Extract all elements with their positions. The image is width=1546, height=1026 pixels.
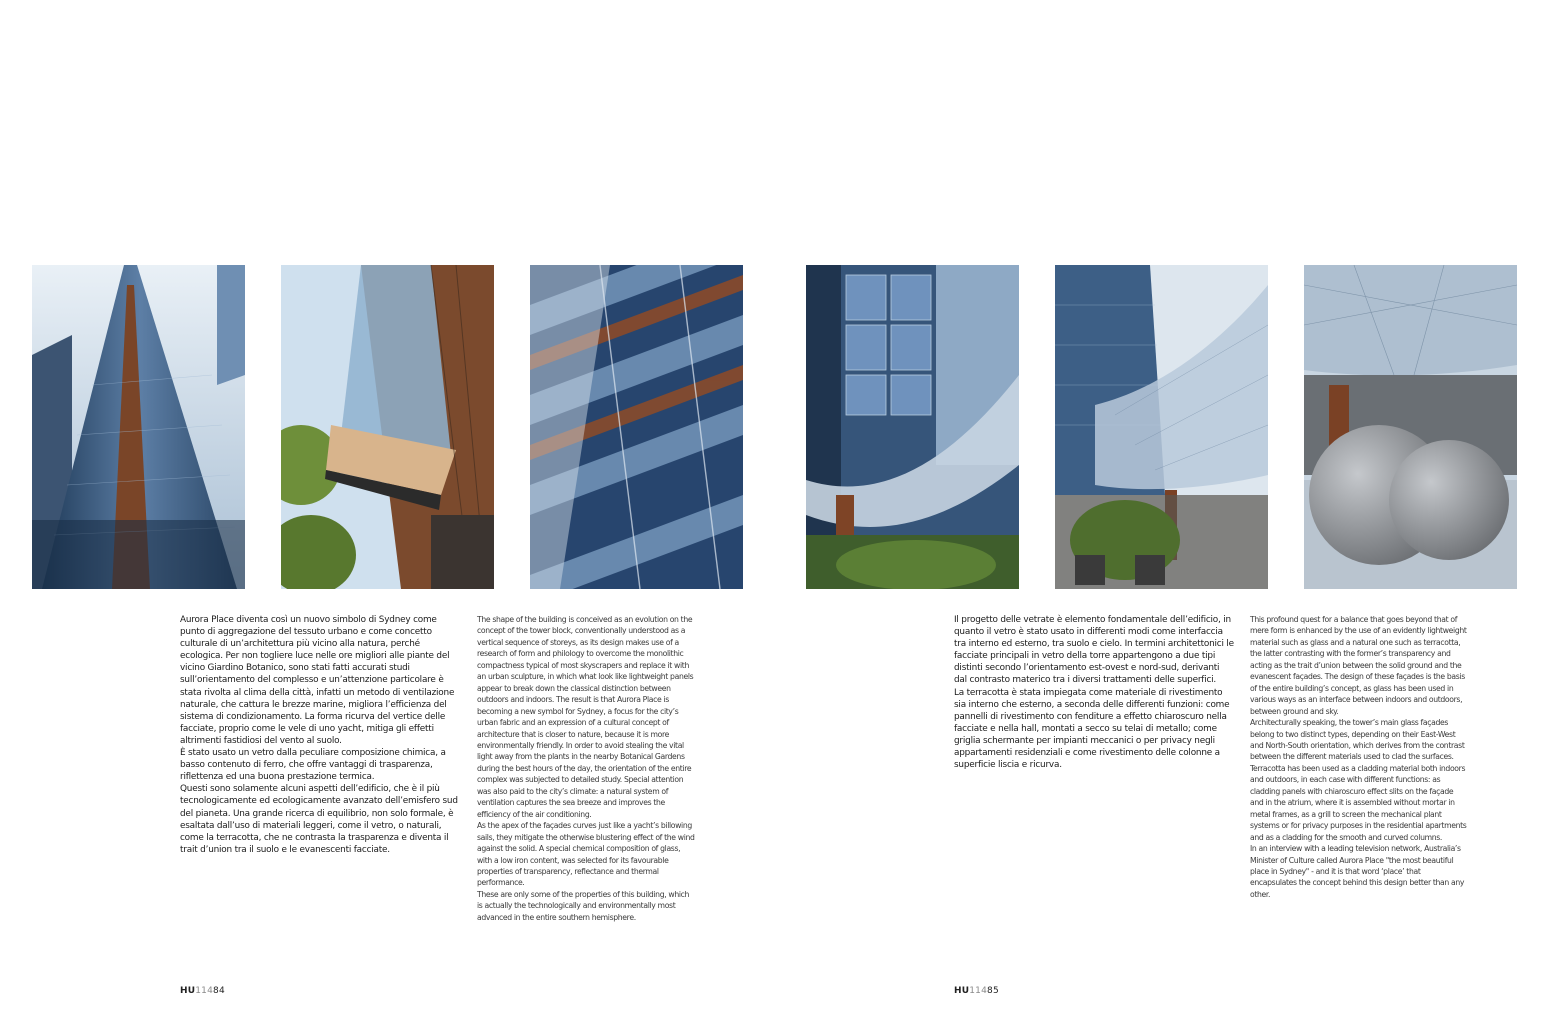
photo-glass-sail-plaza [1055,265,1268,589]
photo-canopy-underside [281,265,494,589]
page-folio-left [180,986,225,996]
photo-stone-sphere [1304,265,1517,589]
english-text-column-right: This profound quest for a balance that goes beyond that of mere form is enhanced by the use of an evidently lightweight material such as glass and a natural one such as terracotta, the latter contrasting with the former’s transparency and acting as the trait d’union between the solid ground and the evanescent façades. The design of these façades is the basis of the entire building’s concept, as glass has been used in various ways as an interface between indoors and outdoors, between ground and sky. Architecturally speaking, the tower’s main glass façades belong to two distinct types, depending on their East-West and North-South orientation, which derives from the contrast between the different materials used to clad the surfaces. Terracotta has been used as a cladding material both indoors and outdoors, in each case with different functions: as cladding panels with chiaroscuro effect slits on the façade and in the atrium, where it is assembled without mortar in metal frames, as a grill to screen the mechanical plant systems or for privacy purposes in the residential apartments and as a cladding for the smooth and curved columns. In an interview with a leading television network, Australia’s Minister of Culture called Aurora Place "the most beautiful place in Sydney" - and it is that word ‘place’ that encapsulates the concept behind this design better than any other. [1250,615,1467,899]
english-text-column-left: The shape of the building is conceived as an evolution on the concept of the tower block, conventionally understood as a vertical sequence of storeys, as its design makes use of a research of form and philology to overcome the monolithic compactness typical of most skyscrapers and replace it with an urban sculpture, in which what look like lightweight panels appear to break down the classical distinction between outdoors and indoors. The result is that Aurora Place is becoming a new symbol for Sydney, a focus for the city’s urban fabric and an expression of a cultural concept of architecture that is closer to nature, because it is more environmentally friendly. In order to avoid stealing the vital light away from the plants in the nearby Botanical Gardens during the best hours of the day, the orientation of the entire complex was subjected to detailed study. Special attention was also paid to the city’s climate: a natural system of ventilation captures the sea breeze and improves the efficiency of the air conditioning. As the apex of the façades curves just like a yacht’s billowing sails, they mitigate the otherwise blustering effect of the wind against the solid. A special chemical composition of glass, with a low iron content, was selected for its favourable properties of transparency, reflectance and thermal performance. These are only some of the properties of this building, which is actually the technologically and environmentally most advanced in the entire southern hemisphere. [477,615,695,922]
italian-text-column-left: Aurora Place diventa così un nuovo simbolo di Sydney come punto di aggregazione del tessuto urbano e come concetto culturale di un’architettura più vicino alla natura, perché ecologica. Per non togliere luce nelle ore migliori alle piante del vicino Giardino Botanico, sono stati fatti accurati studi sull’orientamento del complesso e un’attenzione particolare è stata rivolta al clima della città, infatti un metodo di ventilazione naturale, che cattura le brezze marine, migliora l’efficienza del sistema di condizionamento. La forma ricurva del vertice delle facciate, proprio come le vele di uno yacht, mitiga gli effetti altrimenti fastidiosi del vento al suolo. È stato usato un vetro dalla peculiare composizione chimica, a basso contenuto di ferro, che offre vantaggi di trasparenza, riflettenza ed una buona prestazione termica. Questi sono solamente alcuni aspetti dell’edificio, che è il più tecnologicamente ed ecologicamente avanzato dell’emisfero sud del pianeta. Una grande ricerca di equilibrio, non solo formale, è esaltata dall’uso di materiali leggeri, come il vetro, o naturali, come la terracotta, che ne contrasta la trasparenza e diventa il trait d’union tra il suolo e le evanescenti facciate. [180,615,458,855]
page-number: 84 [213,986,225,996]
italian-text-column-right: Il progetto delle vetrate è elemento fondamentale dell’edificio, in quanto il vetro è stato usato in differenti modi come interfaccia tra interno ed esterno, tra suolo e cielo. In termini architettonici le facciate principali in vetro della torre appartengono a due tipi distinti secondo l’orientamento est-ovest e nord-sud, derivanti dal contrasto materico tra i diversi trattamenti delle superfici. La terracotta è stata impiegata come materiale di rivestimento sia interno che esterno, a seconda delle differenti funzioni: come pannelli di rivestimento con fenditure a effetto chiaroscuro nella facciate e nella hall, montati a secco su telai di metallo; come griglia schermante per impianti meccanici o per privacy negli appartamenti residenziali e come rivestimento delle colonne a superficie liscia e ricurva. [954,615,1234,771]
page-number: 85 [987,986,999,996]
page-folio-right [954,986,999,996]
magazine-mark: HU [954,986,970,996]
magazine-mark: HU [180,986,196,996]
issue-number: 114 [969,986,988,996]
photo-curved-glass-sail [806,265,1019,589]
photo-glass-fins [530,265,743,589]
photo-tower-facade [32,265,245,589]
issue-number: 114 [195,986,214,996]
